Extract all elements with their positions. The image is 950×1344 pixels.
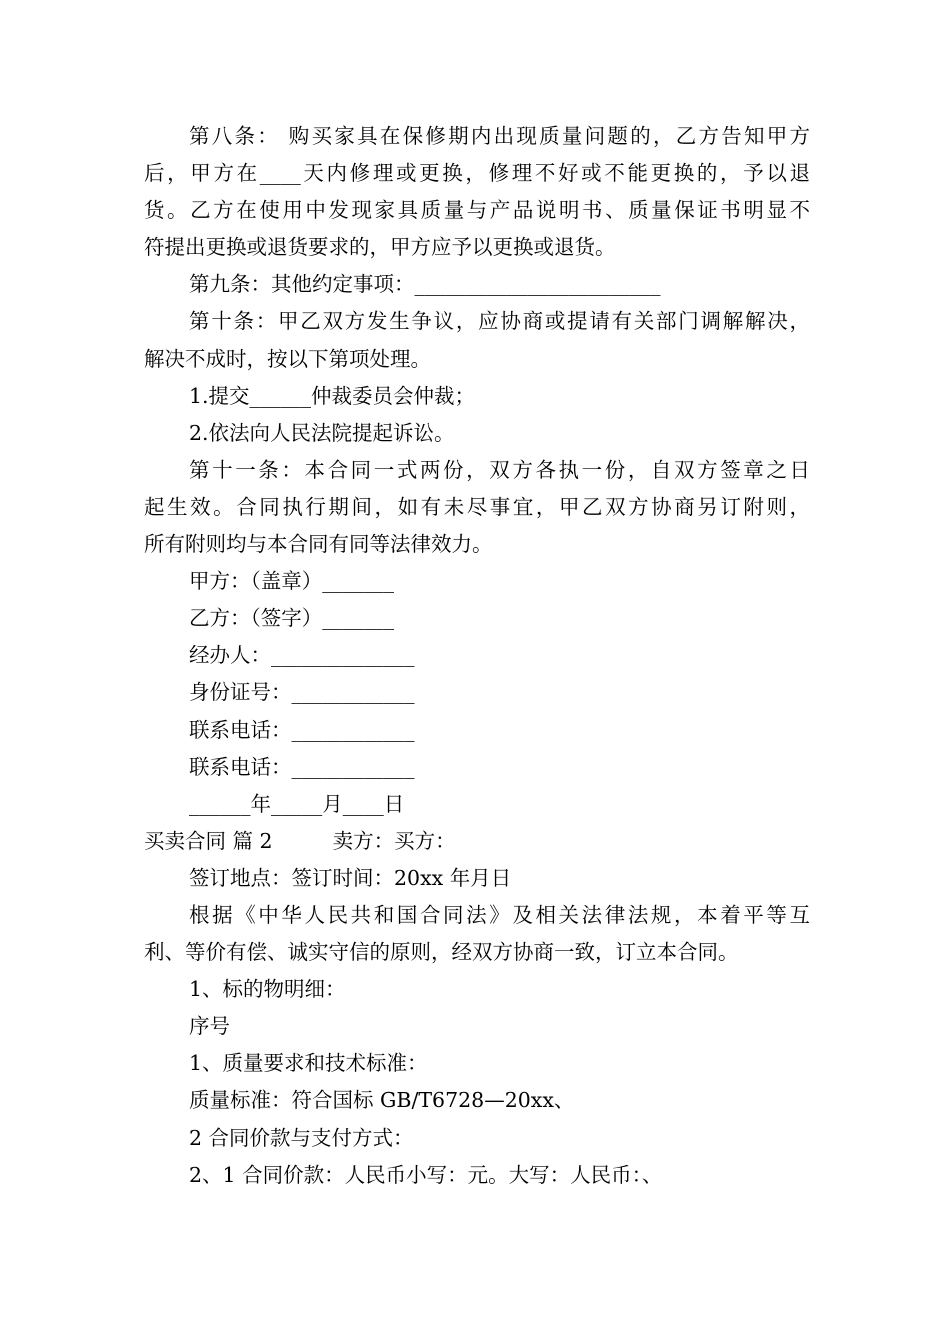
article-10-option-2: 2.依法向人民法院提起诉讼。 [189, 420, 455, 445]
section-quality-requirements: 1、质量要求和技术标准： [189, 1051, 428, 1076]
article-10-line-1: 第十条：甲乙双方发生争议，应协商或提请有关部门调解解决， [189, 309, 810, 334]
section-2-price-payment: 2 合同价款与支付方式： [189, 1125, 414, 1150]
article-10-option-1: 1.提交______仲裁委员会仲裁； [189, 383, 476, 408]
party-b-signature: 乙方：（签字）_______ [189, 606, 394, 631]
section-2-1-price: 2、1 合同价款：人民币小写：元。大写：人民币：、 [189, 1162, 663, 1187]
section-1-subject-details: 1、标的物明细： [189, 977, 346, 1002]
article-11-line-3: 所有附则均与本合同有同等法律效力。 [144, 532, 493, 557]
party-a-seal: 甲方：（盖章）_______ [189, 569, 394, 594]
phone-field-2: 联系电话：____________ [189, 754, 415, 779]
preamble-line-1: 根据《中华人民共和国合同法》及相关法律法规，本着平等互 [189, 902, 810, 927]
article-11-line-2: 起生效。合同执行期间，如有未尽事宜，甲乙双方协商另订附则， [144, 494, 810, 519]
date-field: ______年_____月____日 [189, 791, 405, 816]
article-8-line-1: 第八条： 购买家具在保修期内出现质量问题的，乙方告知甲方 [189, 124, 810, 148]
article-9: 第九条：其他约定事项：________________________ [189, 272, 661, 297]
article-8-line-3: 货。乙方在使用中发现家具质量与产品说明书、质量保证书明显不 [144, 198, 810, 223]
handler-field: 经办人：______________ [189, 643, 415, 668]
sign-place-time: 签订地点：签订时间：20xx 年月日 [189, 865, 512, 890]
article-8-line-4: 符提出更换或退货要求的，甲方应予以更换或退货。 [144, 235, 616, 260]
phone-field-1: 联系电话：____________ [189, 717, 415, 742]
id-number-field: 身份证号：____________ [189, 680, 415, 705]
document-body [144, 118, 810, 1194]
article-11-line-1: 第十一条：本合同一式两份，双方各执一份，自双方签章之日 [189, 457, 810, 482]
quality-standard: 质量标准：符合国标 GB/T6728—20xx、 [189, 1088, 575, 1113]
preamble-line-2: 利、等价有偿、诚实守信的原则，经双方协商一致，订立本合同。 [144, 940, 739, 965]
article-8-line-2: 后，甲方在____天内修理或更换，修理不好或不能更换的，予以退 [144, 161, 810, 186]
serial-number-header: 序号 [189, 1014, 230, 1039]
article-10-line-2: 解决不成时，按以下第项处理。 [144, 346, 431, 371]
contract-2-title: 买卖合同 篇 2 [144, 828, 273, 853]
contract-2-heading-line [144, 823, 810, 860]
seller-buyer-label: 卖方：买方： [332, 828, 456, 853]
